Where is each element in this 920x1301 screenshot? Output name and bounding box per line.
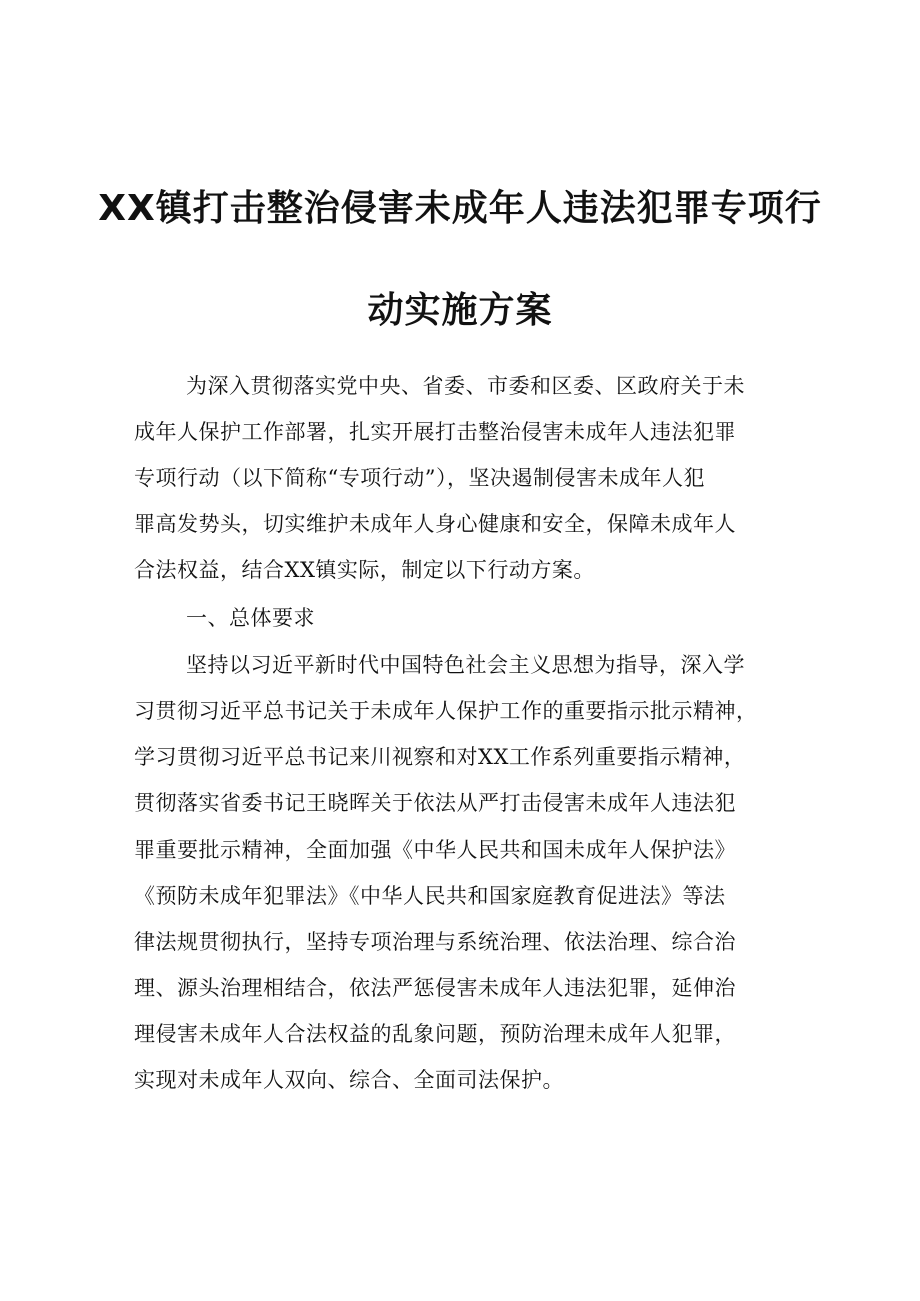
paragraph-line: 实现对未成年人双向、综合、全面司法保护。 — [134, 1068, 564, 1092]
paragraph-line: 《预防未成年犯罪法》《中华人民共和国家庭教育促进法》等法 — [134, 884, 726, 908]
paragraph-line: 罪高发势头，切实维护未成年人身心健康和安全，保障未成年人 — [134, 512, 736, 536]
paragraph-line: 合法权益，结合XX镇实际，制定以下行动方案。 — [134, 558, 595, 582]
paragraph-line: 成年人保护工作部署，扎实开展打击整治侵害未成年人违法犯罪 — [134, 420, 736, 444]
paragraph-line: 学习贯彻习近平总书记来川视察和对XX工作系列重要指示精神， — [134, 745, 746, 769]
paragraph-line: 罪重要批示精神，全面加强《中华人民共和国未成年人保护法》 — [134, 838, 736, 862]
paragraph-line: 理侵害未成年人合法权益的乱象问题，预防治理未成年人犯罪， — [134, 1022, 736, 1046]
section-heading: 一、总体要求 — [186, 606, 315, 630]
paragraph-line: 专项行动（以下简称“专项行动”），坚决遏制侵害未成年人犯 — [134, 466, 705, 490]
paragraph-line: 习贯彻习近平总书记关于未成年人保护工作的重要指示批示精神， — [134, 699, 758, 723]
paragraph-line: 理、源头治理相结合，依法严惩侵害未成年人违法犯罪，延伸治 — [134, 976, 736, 1000]
paragraph-line: 坚持以习近平新时代中国特色社会主义思想为指导，深入学 — [186, 653, 745, 677]
document-title-line-2: 动实施方案 — [367, 290, 553, 331]
document-title-line-1: XX镇打击整治侵害未成年人违法犯罪专项行 — [98, 188, 822, 229]
paragraph-line: 贯彻落实省委书记王晓晖关于依法从严打击侵害未成年人违法犯 — [134, 791, 736, 815]
paragraph-line: 为深入贯彻落实党中央、省委、市委和区委、区政府关于未 — [186, 374, 745, 398]
paragraph-line: 律法规贯彻执行，坚持专项治理与系统治理、依法治理、综合治 — [134, 930, 736, 954]
